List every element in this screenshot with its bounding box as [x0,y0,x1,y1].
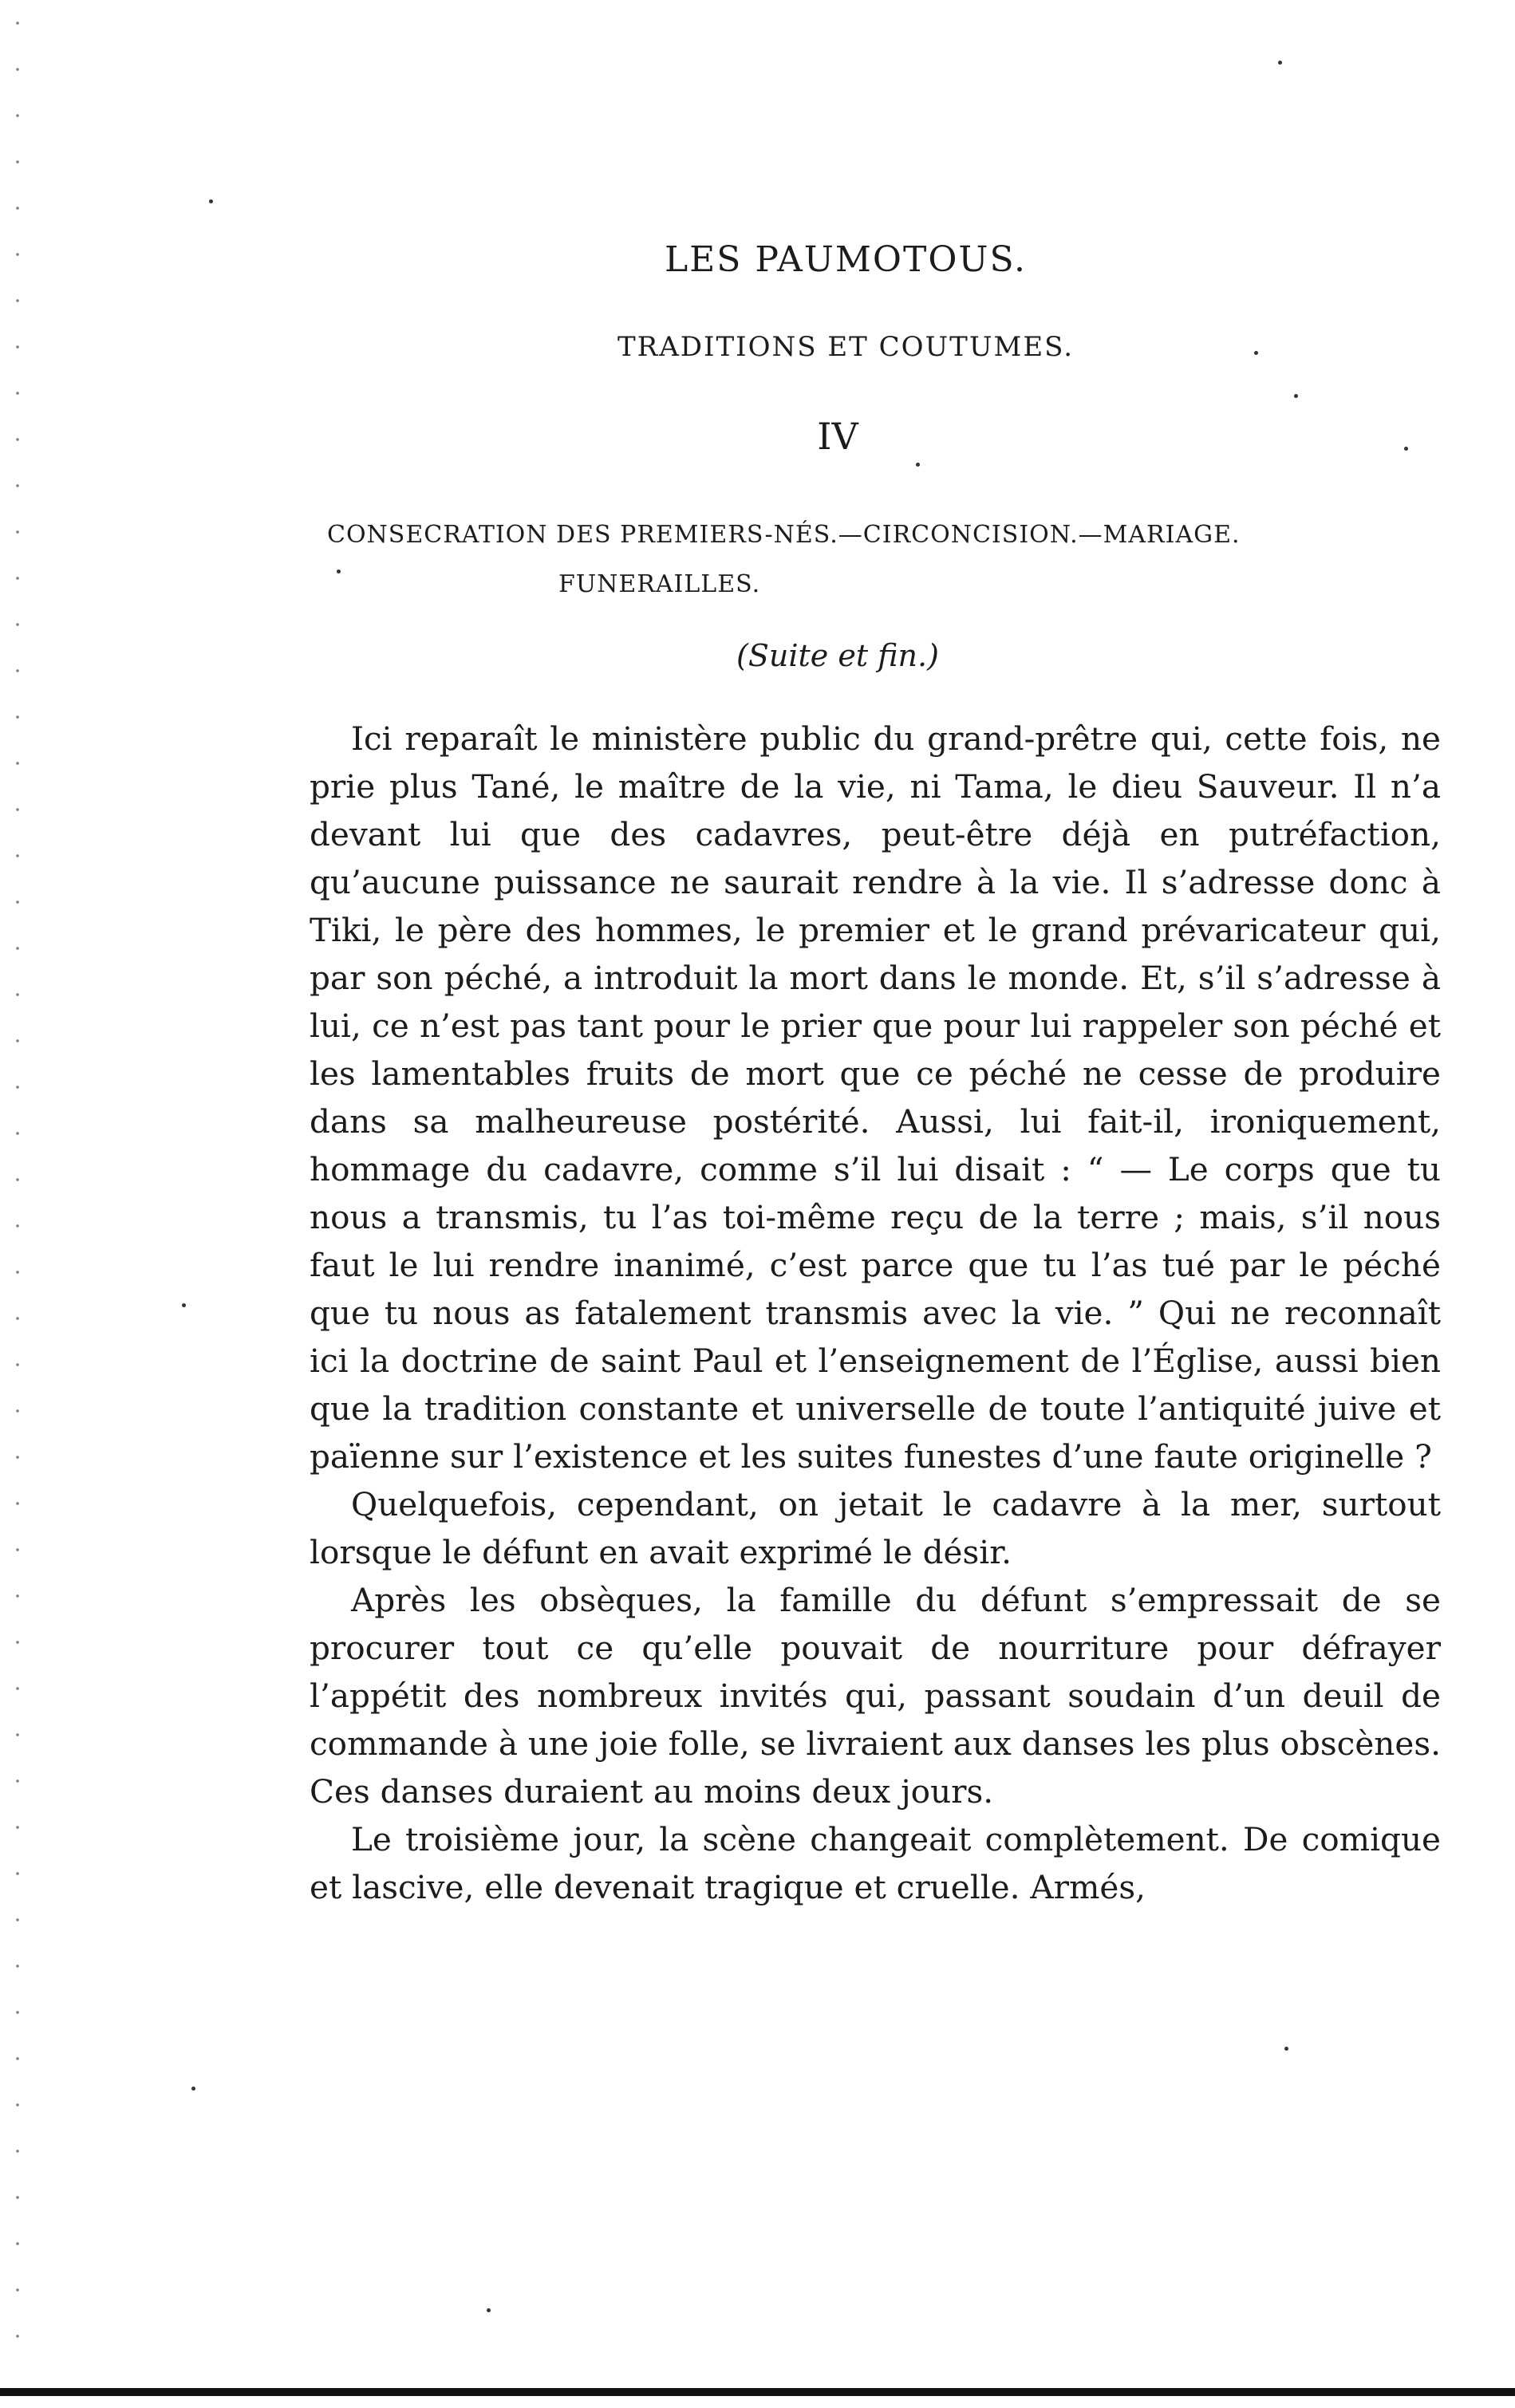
running-title: LES PAUMOTOUS. [664,239,1028,280]
ink-speck [191,2087,195,2091]
ink-speck [1254,351,1258,355]
ink-speck [1284,2047,1288,2051]
ink-speck [182,1303,186,1307]
continuation-note: (Suite et fin.) [736,638,939,673]
section-title: TRADITIONS ET COUTUMES. [617,331,1075,363]
page-edge-specks [8,0,27,2361]
bottom-rule [0,2388,1515,2396]
paragraph: Ici reparaît le ministère public du grand-prêtre qui, cette fois, ne prie plus Tané, le maître de la vie, ni Tama, le dieu Sauveur. Il n’a devant lui que des cadavres, peut-être déjà en putréfaction, qu’aucune puissance ne saurait rendre à la vie. Il s’adresse donc à Tiki, le père des hommes, le premier et le grand prévaricateur qui, par son péché, a introduit la mort dans le monde. Et, s’il s’adresse à lui, ce n’est pas tant pour le prier que pour lui rappeler son péché et les lamentables fruits de mort que ce péché ne cesse de produire dans sa malheureuse postérité. Aussi, lui fait-il, ironiquement, hommage du cadavre, comme s’il lui disait : “ — Le corps que tu nous a transmis, tu l’as toi-même reçu de la terre ; mais, s’il nous faut le lui rendre inanimé, c’est parce que tu l’as tué par le péché que tu nous as fatalement transmis avec la vie. ” Qui ne reconnaît ici la doctrine de saint Paul et l’enseignement de l’Église, aussi bien que la tradition constante et universelle de toute l’antiquité juive et païenne sur l’existence et les suites funestes d’une faute originelle ? [310,719,1441,1476]
ink-speck [916,463,920,467]
chapter-subjects-line: CONSECRATION DES PREMIERS-NÉS.—CIRCONCISION.—MARIAGE. [327,521,1241,549]
ink-speck [1278,61,1282,65]
chapter-subjects [327,510,1412,609]
paragraph: Le troisième jour, la scène changeait complètement. De comique et lascive, elle devenait tragique et cruelle. Armés, [310,1820,1441,1906]
body-text [310,715,1441,1911]
ink-speck [487,2308,491,2312]
ink-speck [1404,447,1408,451]
ink-speck [209,199,213,203]
chapter-subjects-line: FUNERAILLES. [558,570,761,598]
chapter-numeral: IV [817,415,858,458]
paragraph: Après les obsèques, la famille du défunt s’empressait de se procurer tout ce qu’elle pouvait de nourriture pour défrayer l’appétit des nombreux invités qui, passant soudain d’un deuil de commande à une joie folle, se livraient aux danses les plus obscènes. Ces danses duraient au moins deux jours. [310,1581,1441,1811]
ink-speck [1294,394,1298,398]
paragraph: Quelquefois, cependant, on jetait le cadavre à la mer, surtout lorsque le défunt en avait exprimé le désir. [310,1485,1441,1571]
